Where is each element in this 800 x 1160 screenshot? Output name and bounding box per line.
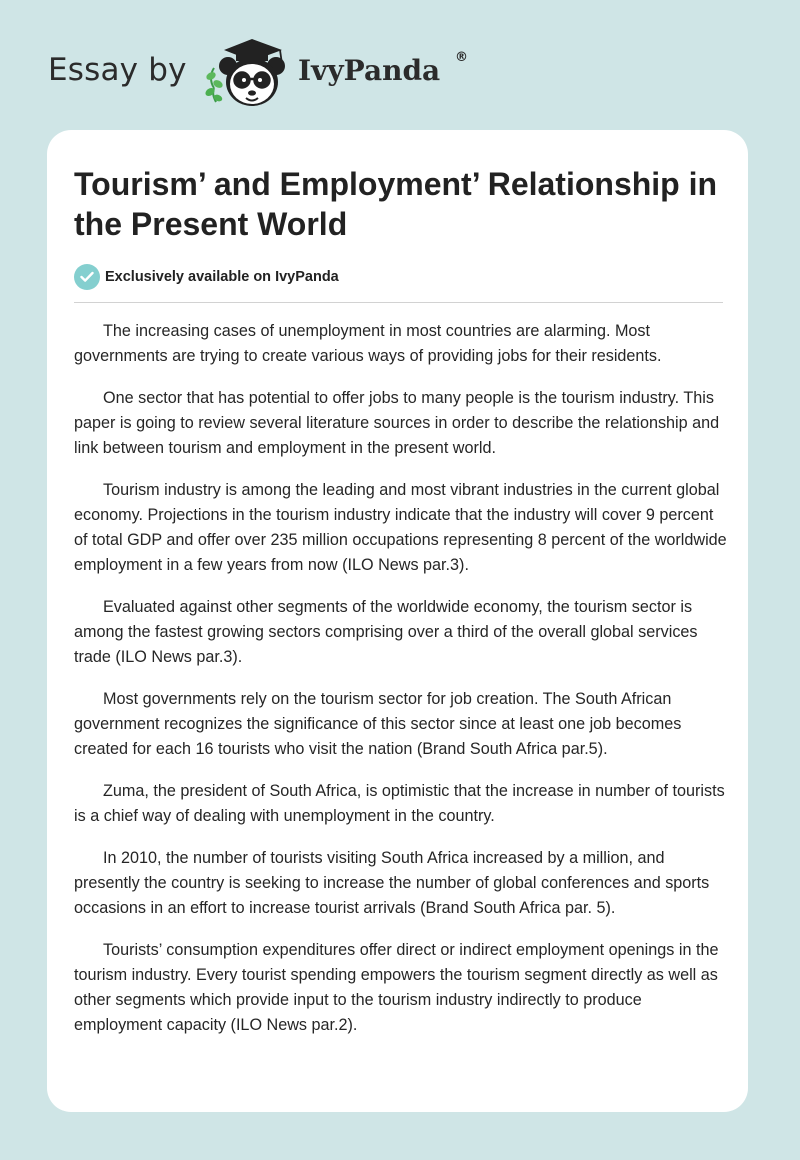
paragraph: Zuma, the president of South Africa, is optimistic that the increase in number of tourists is a chief way of dealing with unemployment in the country.: [74, 782, 725, 825]
essay-body: [74, 319, 729, 1055]
paragraph: Evaluated against other segments of the worldwide economy, the tourism sector is among the fastest growing sectors comprising over a third of the overall global services trade (ILO News par.3).: [74, 598, 698, 666]
site-header: [48, 34, 748, 114]
exclusive-badge-label: Exclusively available on IvyPanda: [105, 269, 339, 285]
paragraph: Tourists’ consumption expenditures offer direct or indirect employment openings in the tourism industry. Every tourist spending empowers the tourism segment directly as well as other segments which provide input to the tourism industry indirectly to produce employment capacity (ILO News par.2).: [74, 941, 719, 1034]
exclusive-badge: [74, 264, 724, 290]
registered-mark: ®: [455, 50, 468, 65]
paragraph: Most governments rely on the tourism sector for job creation. The South African government recognizes the significance of this sector since at least one job becomes created for each 16 tourists who visit the nation (Brand South Africa par.5).: [74, 690, 682, 758]
paragraph: One sector that has potential to offer jobs to many people is the tourism industry. This paper is going to review several literature sources in order to describe the relationship and link between tourism and employment in the present world.: [74, 389, 720, 457]
panda-graduate-icon[interactable]: [200, 34, 296, 110]
divider: [74, 302, 723, 303]
check-icon: [74, 264, 100, 290]
paragraph: The increasing cases of unemployment in most countries are alarming. Most governments are trying to create various ways of providing jobs for their residents.: [74, 322, 662, 365]
essay-by-label: Essay by: [48, 52, 187, 88]
essay-card: [47, 130, 748, 1112]
paragraph: Tourism industry is among the leading and most vibrant industries in the current global economy. Projections in the tourism industry indicate that the industry will cover 9 percent of total GDP and offer over 235 million occupations representing 8 percent of the worldwide employment in a few years from now (ILO News par.3).: [74, 481, 727, 574]
paragraph: In 2010, the number of tourists visiting South Africa increased by a million, and presently the country is seeking to increase the number of global conferences and sports occasions in an effort to increase tourist arrivals (Brand South Africa par. 5).: [74, 849, 710, 917]
brand-name[interactable]: IvyPanda: [298, 54, 441, 87]
page-title: Tourism’ and Employment’ Relationship in the Present World: [74, 166, 718, 242]
